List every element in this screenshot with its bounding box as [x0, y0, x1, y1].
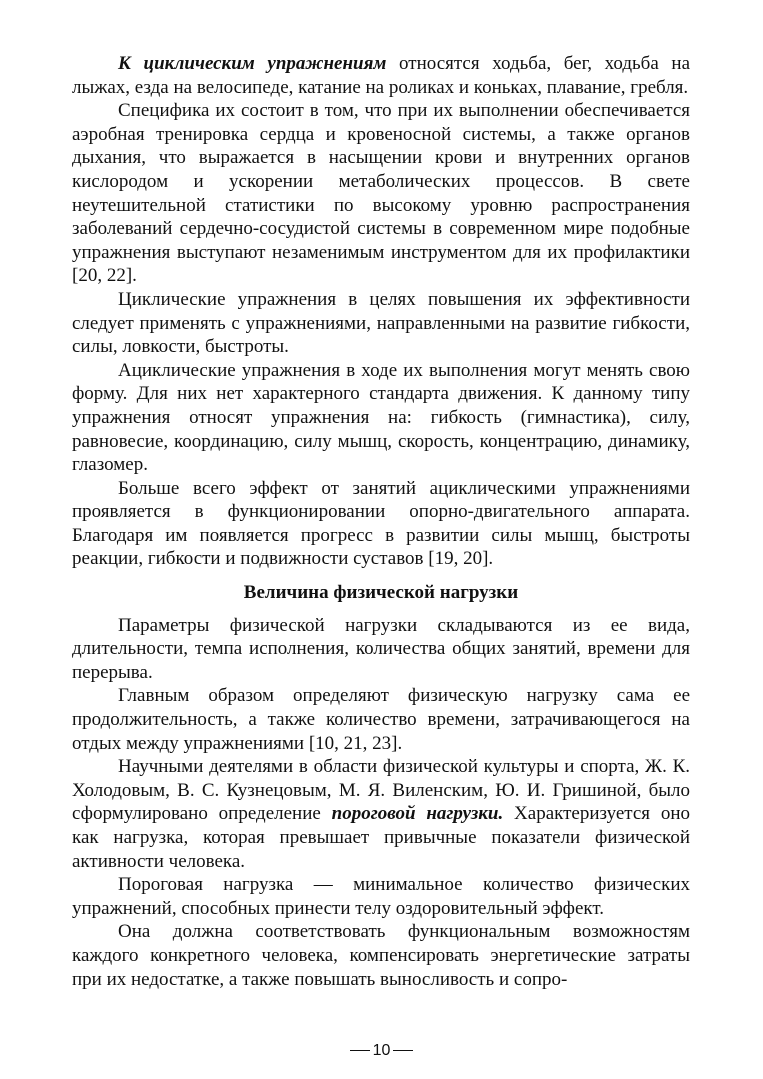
paragraph-load-duration: Главным образом определяют физическую нагрузку сама ее продолжительность, а также количество времени, затрачивающегося на отдых между упражнениями [10, 21, 23]. [72, 685, 690, 754]
page-body [72, 52, 690, 991]
page-number: 10 [372, 1042, 391, 1059]
paragraph-acyclic-effect: Больше всего эффект от занятий ациклическими упражнениями проявляется в функционировании опорно-двигательного аппарата. Благодаря им появляется прогресс в развитии силы мышц, быстроты реакции, гибкости и подвижности суставов [19, 20]. [72, 477, 690, 570]
paragraph-threshold-requirements: Она должна соответствовать функциональным возможностям каждого конкретного человека, компенсировать энергетические затраты при их недостатке, а также повышать выносливость и сопро- [72, 921, 690, 990]
paragraph-load-parameters: Параметры физической нагрузки складываются из ее вида, длительности, темпа исполнения, количества общих занятий, времени для перерыва. [72, 614, 690, 683]
term-cyclic-exercises: К циклическим упражнениям [118, 53, 387, 74]
page-footer [0, 1041, 763, 1061]
section-heading: Величина физической нагрузки [243, 582, 519, 604]
paragraph-efficiency: Циклические упражнения в целях повышения их эффективности следует применять с упражнениями, направленными на развитие гибкости, силы, ловкости, быстроты. [72, 288, 690, 358]
footer-dash-right [393, 1050, 413, 1051]
paragraph-specifics: Специфика их состоит в том, что при их выполнении обеспечивается аэробная тренировка сердца и кровеносной системы, а также органов дыхания, что выражается в насыщении крови и внутренних органов кислородом и ускорении метаболических процессов. В свете неутешительной статистики по высокому уровню распространения заболеваний сердечно-сосудистой системы в современном мире подобные упражнения выступают незаменимым инструментом для их профилактики [20, 22]. [72, 100, 690, 287]
term-threshold-load: пороговой нагрузки. [331, 803, 504, 825]
paragraph-text: относятся ходьба, бег, ходьба на лыжах, езда на велосипеде, катание на роликах и коньках, плавание, гребля. [72, 53, 691, 98]
paragraph-acyclic-exercises: Ациклические упражнения в ходе их выполнения могут менять свою форму. Для них нет характерного стандарта движения. К данному типу упражнения относят упражнения на: гибкость (гимнастика), силу, равновесие, координацию, силу мышц, скорость, концентрацию, динамику, глазомер. [72, 359, 690, 476]
paragraph-cyclic-exercises [72, 52, 690, 99]
paragraph-threshold-definition [72, 755, 690, 873]
paragraph-text: Характеризуется оно как нагрузка, которая превышает привычные показатели физической активности человека. [72, 803, 691, 872]
footer-dash-left [350, 1050, 370, 1051]
paragraph-text: Научными деятелями в области физической культуры и спорта, Ж. К. Холодовым, В. С. Кузнецовым, М. Я. Виленским, Ю. И. Гришиной, было сформулировано определение [72, 756, 690, 825]
paragraph-threshold-minimum: Пороговая нагрузка — минимальное количество физических упражнений, способных принести телу оздоровительный эффект. [72, 874, 690, 919]
